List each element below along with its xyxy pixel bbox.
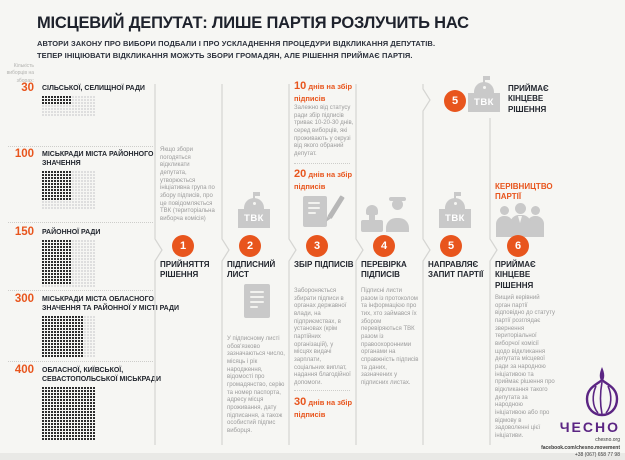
dome-icon: [474, 82, 494, 93]
brand-name: ЧЕСНО: [559, 419, 620, 435]
dotted-separator: [294, 163, 350, 164]
voters-count: 300: [14, 293, 34, 305]
step-1-label: ПРИЙНЯТТЯ РІШЕННЯ: [160, 260, 210, 280]
footer-website: chesno.org: [595, 437, 620, 443]
duration-20-number: 20: [294, 168, 307, 180]
step-3-badge: 3: [306, 235, 328, 257]
tvk-icon-label: ТВК: [238, 209, 270, 228]
voters-label: ОБЛАСНОЇ, КИЇВСЬКОЇ, СЕВАСТОПОЛЬСЬКОЇ МІСЬКРАДИ: [42, 367, 162, 384]
dotted-separator: [8, 146, 153, 147]
tvk-building-icon: [439, 192, 471, 228]
footer-facebook: facebook.com/chesno.movement: [541, 444, 620, 451]
step-4-badge: 4: [373, 235, 395, 257]
dome-icon: [244, 198, 264, 209]
signature-verification-icon: [361, 194, 411, 232]
voters-count-caption: Кількість виборців на зборах:: [6, 63, 34, 84]
branch-label: ПРИЙМАЄ КІНЦЕВЕ РІШЕННЯ: [508, 84, 549, 114]
step-6-badge: 6: [507, 235, 529, 257]
duration-20-days: [294, 168, 356, 191]
voters-count: 30: [21, 82, 34, 94]
party-leadership-icon: [496, 203, 544, 237]
tvk-building-icon: [468, 76, 500, 112]
party-leadership-heading: КЕРІВНИЦТВО ПАРТІЇ: [495, 182, 553, 202]
dotted-separator: [8, 290, 153, 291]
duration-30-text: днів на збір підписів: [294, 398, 353, 419]
duration-30-days: [294, 396, 356, 419]
officer-icon: [392, 199, 403, 210]
voters-dot-grid: [42, 240, 158, 287]
voters-label: СІЛЬСЬКОЇ, СЕЛИЩНОЇ РАДИ: [42, 85, 145, 92]
page-title: МІСЦЕВИЙ ДЕПУТАТ: ЛИШЕ ПАРТІЯ РОЗЛУЧИТЬ НАС: [37, 14, 469, 32]
branch-step-badge: 5: [444, 90, 466, 112]
tvk-building-icon: [238, 192, 270, 228]
step-2-badge: 2: [239, 235, 261, 257]
voters-row: [8, 293, 179, 357]
duration-20-text: днів на збір підписів: [294, 170, 353, 191]
step-3-label: ЗБІР ПІДПИСІВ: [294, 260, 354, 269]
chesno-garlic-icon: [580, 366, 624, 418]
voters-dot-grid: [42, 171, 158, 209]
step-5-label: НАПРАВЛЯЄ ЗАПИТ ПАРТІЇ: [428, 260, 484, 280]
step-2-label: ПІДПИСНИЙ ЛИСТ: [227, 260, 276, 280]
document-pencil-icon: [303, 193, 335, 229]
dotted-separator: [8, 222, 153, 223]
step-4-label: ПЕРЕВІРКА ПІДПИСІВ: [361, 260, 407, 280]
page-subtitle-line2: ТЕПЕР ІНІЦІЮВАТИ ВІДКЛИКАННЯ МОЖУТЬ ЗБОРИ ГРОМАДЯН, АЛЕ РІШЕННЯ ПРИЙМАЄ ПАРТІЯ.: [37, 51, 413, 60]
voters-row: [8, 84, 158, 116]
step-2-description: У підписному листі обов'язково зазначаються число, місяць і рік народження, відомості про громадянство, серію та номер паспорта, адресу місця проживання, дату підписання, а також особистий підпис виборця.: [227, 336, 285, 435]
voters-count: 150: [14, 226, 34, 238]
voters-dot-grid: [42, 316, 158, 357]
voters-count: 100: [14, 148, 34, 160]
step-1-description: Якщо збори погодяться відкликати депутата, утворюється ініціативна група по збору підписів, про це повідомляється ТВК (територіальна виборча комісія): [160, 147, 215, 223]
duration-30-number: 30: [294, 396, 307, 408]
step-5-badge: 5: [440, 235, 462, 257]
voters-row: [8, 150, 158, 209]
page-subtitle-line1: АВТОРИ ЗАКОНУ ПРО ВИБОРИ ПОДБАЛИ І ПРО УСКЛАДНЕННЯ ПРОЦЕДУРИ ВІДКЛИКАННЯ ДЕПУТАТІВ.: [37, 39, 436, 48]
voters-count: 400: [14, 364, 34, 376]
duration-10-number: 10: [294, 80, 307, 92]
tvk-icon-label: ТВК: [468, 93, 500, 112]
document-icon: [244, 284, 270, 318]
dotted-separator: [294, 390, 350, 391]
voters-row: [8, 364, 162, 440]
voters-dot-grid: [42, 96, 158, 116]
step-6-description: Вищий керівний орган партії відповідно до статуту партії розглядає звернення територіальної виборчої комісії щодо відкликання депутата місцевої ради за народною ініціативою та приймає рішення про відкликання такого депутата за народною ініціативою або про відмову в задоволенні цієї ініціативи.: [495, 295, 555, 440]
tvk-icon-label: ТВК: [439, 209, 471, 228]
dotted-separator: [8, 361, 153, 362]
duration-note: Залежно від статусу ради збір підписів триває 10-20-30 днів, серед виборців, які проживають у окрузі від якого обраний депутат.: [294, 105, 354, 158]
pencil-icon: [327, 195, 344, 219]
voters-dot-grid: [42, 387, 158, 440]
voters-label: МІСЬКРАДИ МІСТА РАЙОННОГО ЗНАЧЕННЯ: [42, 151, 154, 168]
step-1-badge: 1: [172, 235, 194, 257]
duration-10-text: днів на збір підписів: [294, 82, 353, 103]
voters-label: МІСЬКРАДИ МІСТА ОБЛАСНОГО ЗНАЧЕННЯ ТА РАЙОННОЇ У МІСТІ РАДИ: [42, 296, 179, 313]
step-6-label: ПРИЙМАЄ КІНЦЕВЕ РІШЕННЯ: [495, 260, 536, 290]
footer-phone: +38 (067) 658 77 98: [574, 452, 620, 458]
step-4-description: Підписні листи разом із протоколом та інформацією про тих, хто займався їх збором перевіряються ТВК разом із правоохоронними органами на справжність підписів та даних, зазначених у підписних листах.: [361, 288, 419, 387]
voters-row: [8, 228, 158, 287]
step-3-description: Забороняється збирати підписи в органах державної влади, на підприємствах, в установах (крім партійних організацій), у місцях видачі зарплати, соціальних виплат, надання благодійної допомоги.: [294, 288, 351, 387]
dome-icon: [445, 198, 465, 209]
sheet-icon: [303, 196, 327, 227]
duration-10-days: [294, 80, 356, 103]
voters-label: РАЙОННОЇ РАДИ: [42, 229, 101, 236]
